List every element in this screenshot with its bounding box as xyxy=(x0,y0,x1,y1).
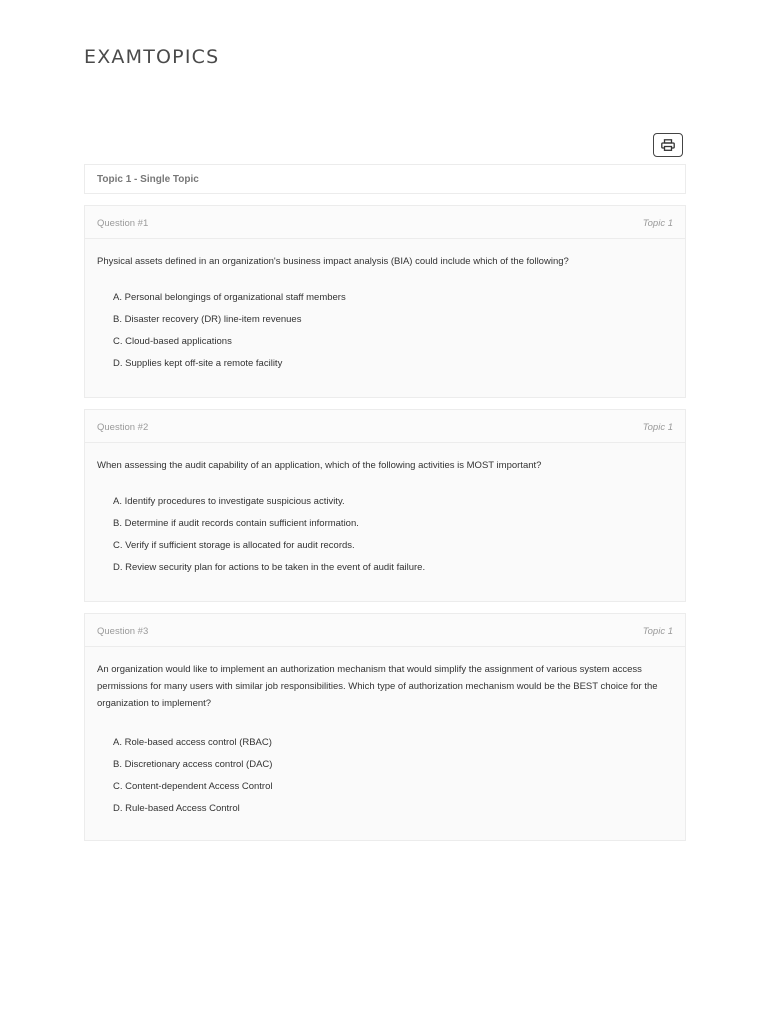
choices-list xyxy=(85,491,685,579)
choice-d[interactable]: D. Rule-based Access Control xyxy=(113,803,240,814)
examtopics-logo[interactable]: EXAMTOPICS xyxy=(84,46,220,68)
choices-list xyxy=(85,732,685,820)
question-text: When assessing the audit capability of an application, which of the following activities is MOST important? xyxy=(97,460,542,471)
question-text: An organization would like to implement an authorization mechanism that would simplify the assignment of various system access permissions for many users with similar job responsibilities. Which type of authorization mechanism would be the BEST choice for the organization to implement? xyxy=(97,664,658,709)
question-topic: Topic 1 xyxy=(642,218,673,229)
choice-a[interactable]: A. Identify procedures to investigate suspicious activity. xyxy=(113,496,345,507)
question-card-2 xyxy=(84,409,686,602)
question-header xyxy=(85,614,685,647)
question-number: Question #1 xyxy=(97,218,149,229)
choice-c[interactable]: C. Verify if sufficient storage is allocated for audit records. xyxy=(113,540,355,551)
question-text: Physical assets defined in an organization's business impact analysis (BIA) could include which of the following? xyxy=(97,256,569,267)
choice-d[interactable]: D. Review security plan for actions to be taken in the event of audit failure. xyxy=(113,562,426,573)
choice-a[interactable]: A. Role-based access control (RBAC) xyxy=(113,737,272,748)
question-card-1 xyxy=(84,205,686,398)
choices-list xyxy=(85,287,685,375)
choice-b[interactable]: B. Disaster recovery (DR) line-item revenues xyxy=(113,314,302,325)
choice-c[interactable]: C. Cloud-based applications xyxy=(113,336,232,347)
question-number: Question #2 xyxy=(97,422,149,433)
question-header xyxy=(85,410,685,443)
question-topic: Topic 1 xyxy=(642,626,673,637)
choice-a[interactable]: A. Personal belongings of organizational staff members xyxy=(113,292,346,303)
question-number: Question #3 xyxy=(97,626,149,637)
question-header xyxy=(85,206,685,239)
print-button[interactable] xyxy=(653,133,683,157)
printer-icon xyxy=(661,139,675,151)
choice-d[interactable]: D. Supplies kept off-site a remote facility xyxy=(113,358,283,369)
choice-c[interactable]: C. Content-dependent Access Control xyxy=(113,781,273,792)
choice-b[interactable]: B. Discretionary access control (DAC) xyxy=(113,759,273,770)
choice-b[interactable]: B. Determine if audit records contain sufficient information. xyxy=(113,518,359,529)
topic-header: Topic 1 - Single Topic xyxy=(84,164,686,194)
question-topic: Topic 1 xyxy=(642,422,673,433)
question-card-3 xyxy=(84,613,686,841)
